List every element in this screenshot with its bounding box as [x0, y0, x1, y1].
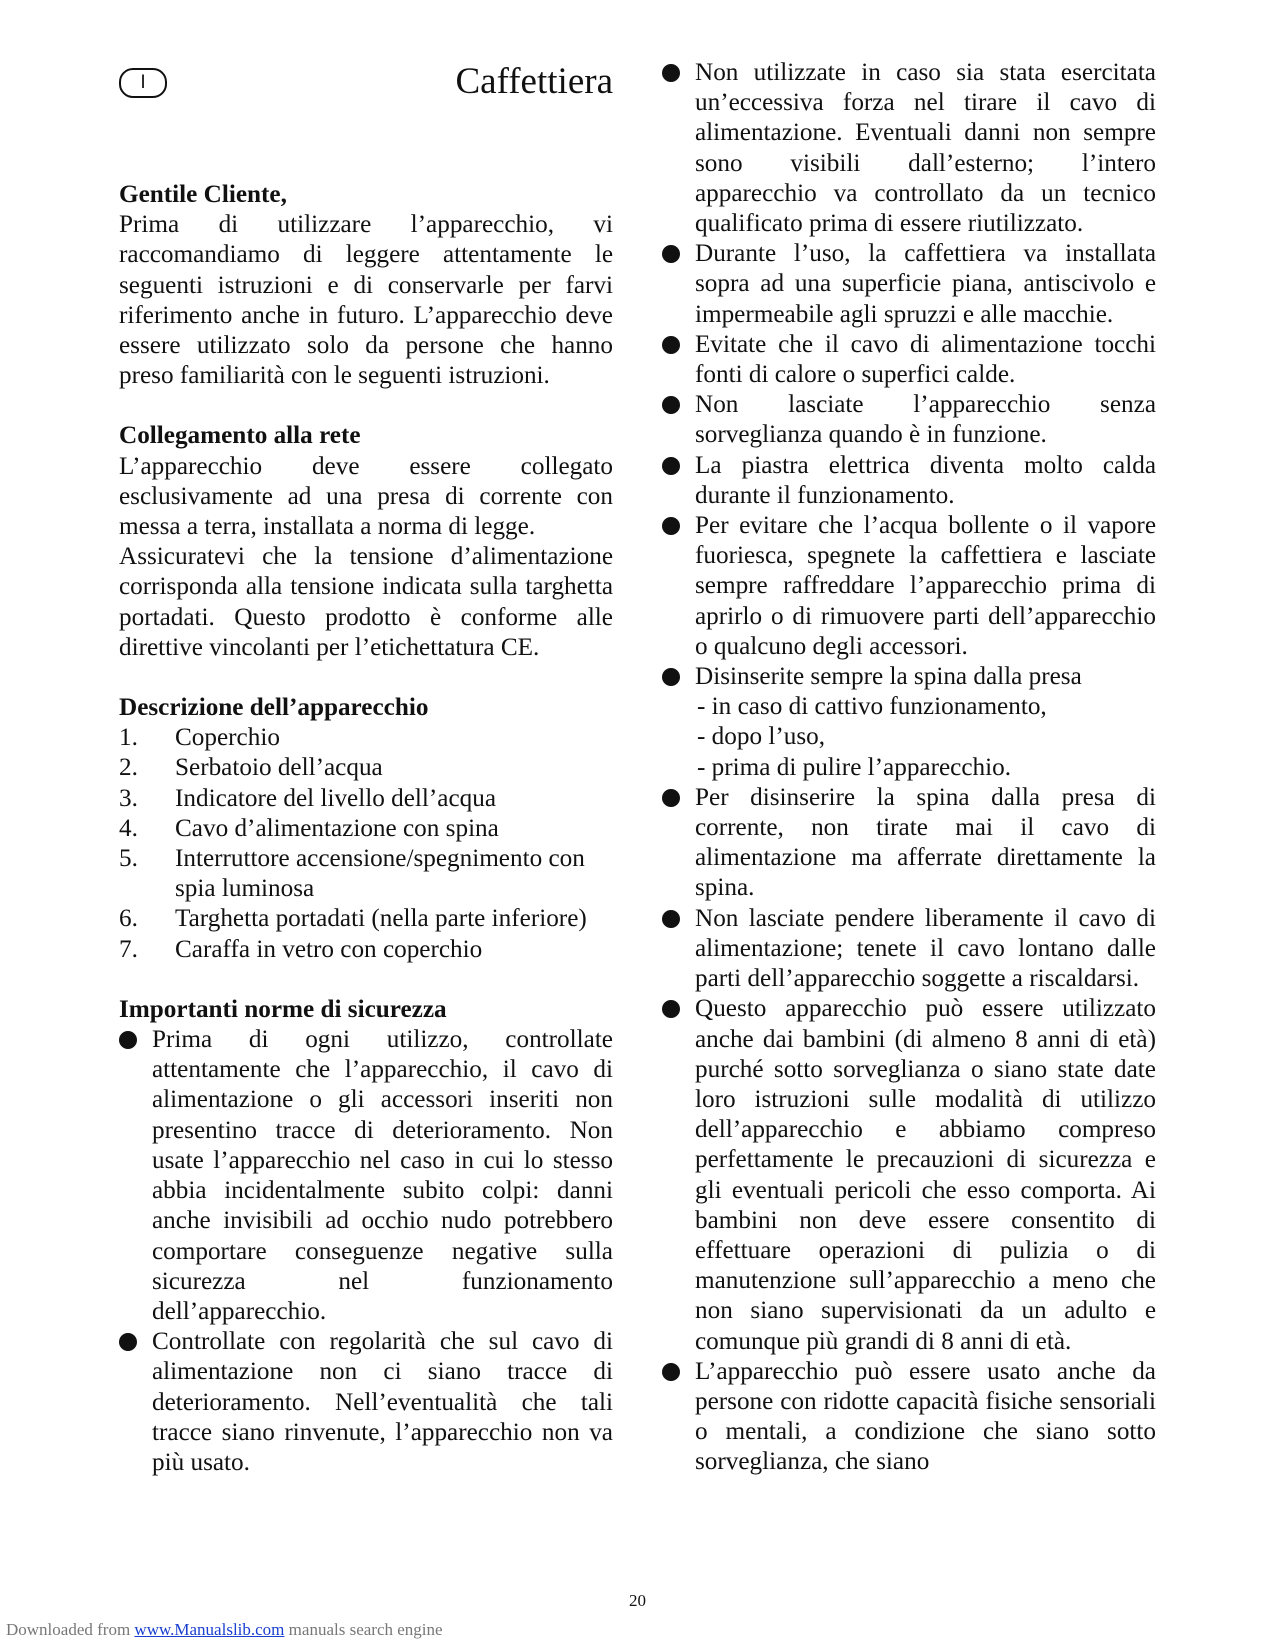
page-header [119, 58, 613, 106]
list-item: 5. Interruttore accensione/spegnimento con spia luminosa [119, 845, 585, 903]
footer-suffix: manuals search engine [284, 1620, 443, 1639]
bullet-icon [662, 789, 680, 807]
bullet-icon [662, 517, 680, 535]
list-item: Non lasciate pendere liberamente il cavo di alimentazione; tenete il cavo lontano dalle parti dell’apparecchio soggette a riscaldarsi. [662, 904, 1156, 995]
parts-list [119, 723, 613, 965]
footer-prefix: Downloaded from [6, 1620, 135, 1639]
greeting-heading: Gentile Cliente, [119, 181, 287, 208]
bullet-icon [662, 336, 680, 354]
list-item: Non lasciate l’apparecchio senza sorveglianza quando è in funzione. [662, 390, 1156, 450]
list-item: Per disinserire la spina dalla presa di corrente, non tirate mai il cavo di alimentazione ma afferrate direttamente la spina. [662, 783, 1156, 904]
language-badge: I [119, 68, 167, 98]
list-item: Evitate che il cavo di alimentazione tocchi fonti di calore o superfici calde. [662, 330, 1156, 390]
right-column [662, 58, 1156, 1478]
download-footer [6, 1620, 443, 1640]
bullet-icon [662, 1363, 680, 1381]
dash-item: - dopo l’uso, [697, 723, 826, 751]
connection-paragraph: Assicuratevi che la tensione d’alimentazione corrisponda alla tensione indicata sulla targhetta portadati. Questo prodotto è conforme alle direttive vincolanti per l’etichettatura CE. [119, 543, 613, 661]
list-item: 3. Indicatore del livello dell’acqua [119, 784, 496, 812]
manualslib-link[interactable]: www.Manualslib.com [134, 1620, 285, 1639]
bullet-icon [662, 910, 680, 928]
safety-list-right [662, 58, 1156, 1478]
list-item: Prima di ogni utilizzo, controllate attentamente che l’apparecchio, il cavo di alimentazione o gli accessori inseriti non presentino tracce di deterioramento. Non usate l’apparecchio nel caso in cui lo stesso abbia incidentalmente subito colpi: danni anche invisibili ad occhio nudo potrebbero comportare conseguenze negative sulla sicurezza nel funzionamento dell’apparecchio. [119, 1025, 613, 1327]
dash-item: - prima di pulire l’apparecchio. [697, 753, 1012, 781]
bullet-icon [119, 1333, 137, 1351]
bullet-icon [662, 396, 680, 414]
list-item: 2. Serbatoio dell’acqua [119, 754, 383, 782]
safety-heading: Importanti norme di sicurezza [119, 995, 447, 1023]
bullet-icon [119, 1031, 137, 1049]
connection-paragraph: L’apparecchio deve essere collegato esclusivamente ad una presa di corrente con messa a terra, installata a norma di legge. [119, 452, 613, 541]
list-item: 7. Caraffa in vetro con coperchio [119, 935, 483, 963]
list-item: L’apparecchio può essere usato anche da persone con ridotte capacità fisiche sensoriali o mentali, a condizione che siano sotto sorveglianza, che siano [662, 1357, 1156, 1478]
connection-heading: Collegamento alla rete [119, 422, 361, 450]
list-item: 6. Targhetta portadati (nella parte inferiore) [119, 905, 587, 933]
list-item: 4. Cavo d’alimentazione con spina [119, 814, 499, 842]
bullet-icon [662, 457, 680, 475]
bullet-icon [662, 1000, 680, 1018]
unplug-conditions [695, 692, 1156, 783]
bullet-icon [662, 245, 680, 263]
dash-item: - in caso di cattivo funzionamento, [697, 693, 1047, 721]
description-heading: Descrizione dell’apparecchio [119, 694, 429, 722]
list-item: Controllate con regolarità che sul cavo di alimentazione non ci siano tracce di deterioramento. Nell’eventualità che tali tracce siano rinvenute, l’apparecchio non va più usato. [119, 1327, 613, 1478]
list-item: 1. Coperchio [119, 724, 280, 752]
greeting-text: Prima di utilizzare l’apparecchio, vi raccomandiamo di leggere attentamente le seguenti istruzioni e di conservarle per farvi riferimento anche in futuro. L’apparecchio deve essere utilizzato solo da persone che hanno preso familiarità con le seguenti istruzioni. [119, 211, 613, 390]
page-title: Caffettiera [455, 61, 613, 102]
bullet-icon [662, 64, 680, 82]
list-item: Disinserite sempre la spina dalla presa - in caso di cattivo funzionamento, - dopo l’uso, - prima di pulire l’apparecchio. [662, 662, 1156, 783]
list-item: Per evitare che l’acqua bollente o il vapore fuoriesca, spegnete la caffettiera e lasciate sempre raffreddare l’apparecchio prima di aprirlo o di rimuovere parti dell’apparecchio o qualcuno degli accessori. [662, 511, 1156, 662]
list-item: Durante l’uso, la caffettiera va installata sopra ad una superficie piana, antiscivolo e impermeabile agli spruzzi e alle macchie. [662, 239, 1156, 330]
page-number: 20 [629, 1591, 646, 1610]
list-item: Non utilizzate in caso sia stata esercitata un’eccessiva forza nel tirare il cavo di alimentazione. Eventuali danni non sempre sono visibili dall’esterno; l’intero apparecchio va controllato da un tecnico qualificato prima di essere riutilizzato. [662, 58, 1156, 239]
list-item: Questo apparecchio può essere utilizzato anche dai bambini (di almeno 8 anni di età) purché sotto sorveglianza o siano state date loro istruzioni sulle modalità di utilizzo dell’apparecchio e abbiamo compreso perfettamente le precauzioni di sicurezza e gli eventuali pericoli che esso comporta. Ai bambini non deve essere consentito di effettuare operazioni di pulizia o di manutenzione sull’apparecchio a meno che non siano supervisionati da un adulto e comunque più grandi di 8 anni di età. [662, 994, 1156, 1356]
safety-list-left [119, 1025, 613, 1478]
left-column [119, 58, 613, 1478]
bullet-icon [662, 668, 680, 686]
list-item: La piastra elettrica diventa molto calda durante il funzionamento. [662, 451, 1156, 511]
